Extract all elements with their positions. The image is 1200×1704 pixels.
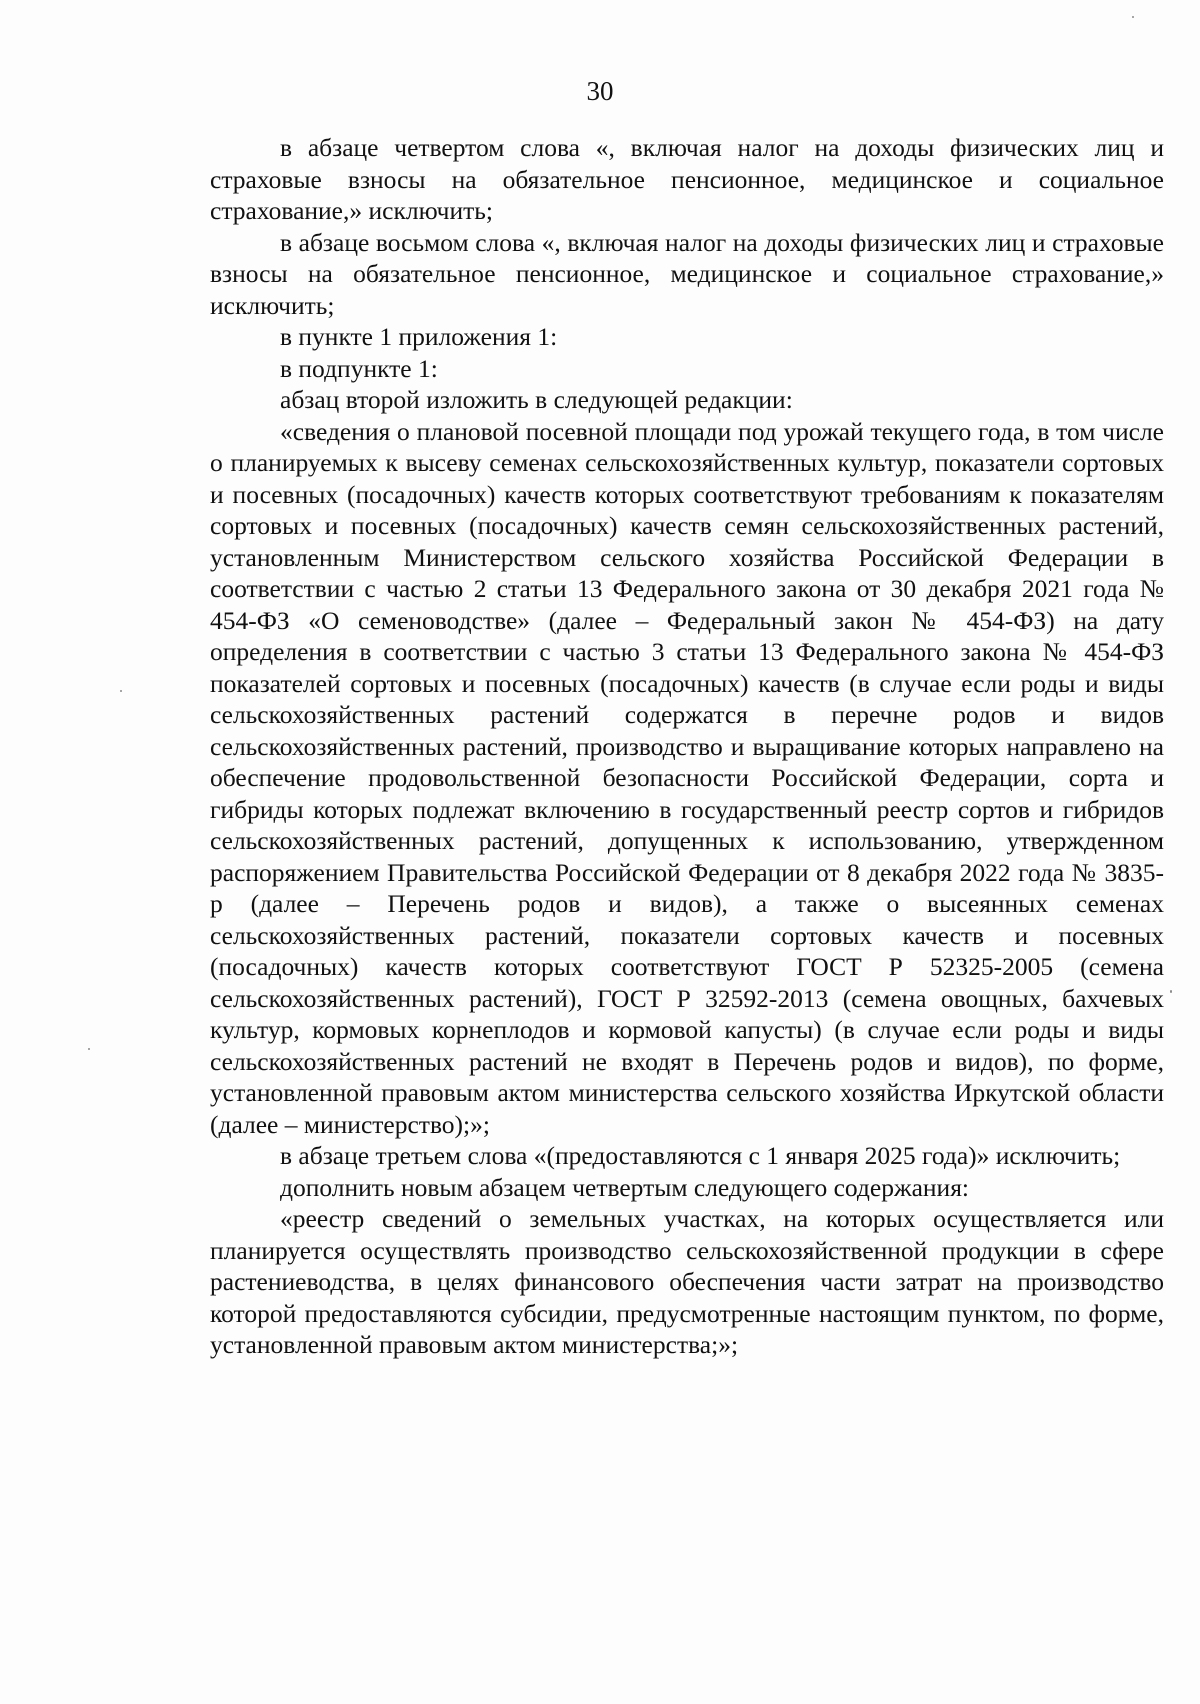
paragraph-4: в подпункте 1: bbox=[280, 353, 438, 383]
paragraph-8: дополнить новым абзацем четвертым следующего содержания: bbox=[280, 1172, 970, 1202]
scan-speck bbox=[88, 1048, 90, 1050]
scan-speck bbox=[1170, 990, 1172, 993]
paragraph-7: в абзаце третьем слова «(предоставляются с 1 января 2025 года)» исключить; bbox=[280, 1141, 1121, 1170]
paragraph-9: «реестр сведений о земельных участках, на которых осуществляется или планируется осуществлять производство сельскохозяйственной продукции в сфере растениеводства, в целях финансового обеспечения части затрат на производство которой предоставляются субсидии, предусмотренные настоящим пунктом, по форме, установленной правовым актом министерства;»; bbox=[210, 1204, 1164, 1359]
page-number: 30 bbox=[586, 76, 614, 106]
paragraph-5: абзац второй изложить в следующей редакции: bbox=[280, 385, 793, 414]
paragraph-2: в абзаце восьмом слова «, включая налог на доходы физических лиц и страховые взносы на обязательное пенсионное, медицинское и социальное страхование,» исключить; bbox=[210, 227, 1164, 320]
paragraph-1: в абзаце четвертом слова «, включая налог на доходы физических лиц и страховые взносы на обязательное пенсионное, медицинское и социальное страхование,» исключить; bbox=[210, 133, 1164, 225]
document-body bbox=[210, 132, 1164, 1361]
paragraph-3: в пункте 1 приложения 1: bbox=[280, 322, 558, 351]
scan-speck bbox=[1132, 16, 1134, 18]
scan-speck bbox=[120, 690, 122, 692]
paragraph-6: «сведения о плановой посевной площади под урожай текущего года, в том числе о планируемых к высеву семенах сельскохозяйственных культур, показатели сортовых и посевных (посадочных) качеств которых соответствуют требованиям к показателям сортовых и посевных (посадочных) качеств семян сельскохозяйственных растений, установленным Министерством сельского хозяйства Российской Федерации в соответствии с частью 2 статьи 13 Федерального закона от 30 декабря 2021 года № 454-ФЗ «О семеноводстве» (далее – Федеральный закон № 454-ФЗ) на дату определения в соответствии с частью 3 статьи 13 Федерального закона № 454-ФЗ показателей сортовых и посевных (посадочных) качеств (в случае если роды и виды сельскохозяйственных растений содержатся в перечне родов и видов сельскохозяйственных растений, производство и выращивание которых направлено на обеспечение продовольственной безопасности Российской Федерации, сорта и гибриды которых подлежат включению в государственный реестр сортов и гибридов сельскохозяйственных растений, допущенных к использованию, утвержденном распоряжением Правительства Российской Федерации от 8 декабря 2022 года № 3835-р (далее – Перечень родов и видов), а также о высеянных семенах сельскохозяйственных растений, показатели сортовых качеств и посевных (посадочных) качеств которых соответствуют ГОСТ Р 52325-2005 (семена сельскохозяйственных растений), ГОСТ Р 32592-2013 (семена овощных, бахчевых культур, кормовых корнеплодов и кормовой капусты) (в случае если роды и виды сельскохозяйственных растений не входят в Перечень родов и видов), по форме, установленной правовым актом министерства сельского хозяйства Иркутской области (далее – министерство);»; bbox=[210, 416, 1164, 1139]
